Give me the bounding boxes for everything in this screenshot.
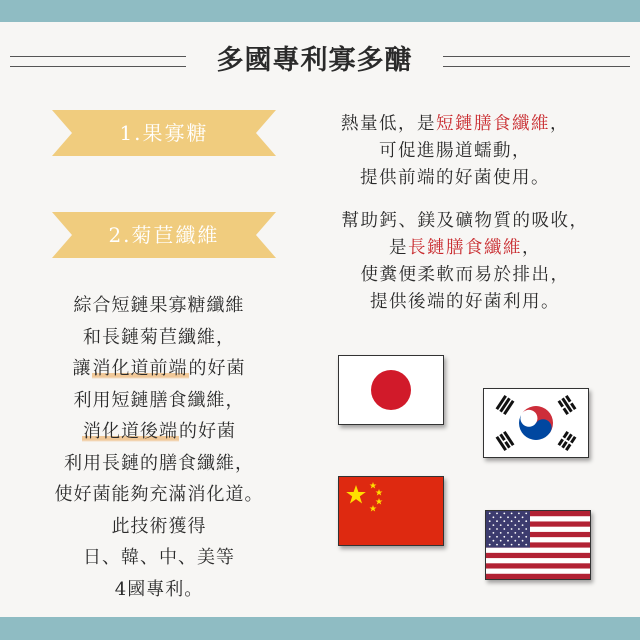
summary-line (34, 511, 284, 543)
highlighted-text: 消化道前端 (92, 358, 188, 379)
text-segment: 利用短鏈膳食纖維， (73, 389, 245, 411)
text-segment: 4國專利。 (114, 578, 204, 600)
china-flag-icon (338, 476, 444, 546)
text-segment: 利用長鏈的膳食纖維， (64, 452, 254, 474)
page-title: 多國專利寡多醣 (216, 45, 413, 76)
text-segment: ， (550, 114, 569, 134)
top-band (0, 0, 640, 22)
ribbon-label: 1.果寡糖 (119, 121, 209, 145)
text-segment: 提供後端的好菌利用。 (370, 292, 560, 312)
text-segment: 和長鏈菊苣纖維， (83, 326, 235, 348)
text-segment: 幫助鈣、鎂及礦物質的吸收， (341, 211, 589, 231)
text-segment: 綜合短鏈果寡糖纖維 (73, 295, 245, 316)
summary-paragraph (34, 290, 284, 605)
ribbon-label: 2.菊苣纖維 (108, 223, 220, 247)
description-line (300, 111, 610, 138)
text-segment: ， (522, 238, 541, 258)
text-segment: 讓 (72, 358, 92, 379)
ribbon-banner-1 (52, 110, 276, 156)
description-line (300, 208, 630, 235)
description-line (300, 138, 610, 165)
description-line (300, 165, 610, 192)
emphasis-text: 短鏈膳食纖維 (436, 114, 550, 134)
text-segment: 此技術獲得 (111, 515, 207, 537)
text-segment: 提供前端的好菌使用。 (360, 168, 550, 188)
text-segment: 使好菌能夠充滿消化道。 (54, 484, 264, 505)
japan-flag-icon (338, 355, 444, 425)
highlighted-text: 消化道後端 (83, 421, 178, 442)
summary-line (34, 416, 284, 448)
text-segment: 的好菌 (188, 358, 246, 379)
usa-flag-icon (485, 510, 591, 580)
text-segment: 可促進腸道蠕動， (379, 141, 531, 161)
summary-line (34, 290, 284, 322)
korea-flag-icon (483, 388, 589, 458)
title-rule-right (443, 56, 630, 67)
text-segment: 是 (389, 238, 408, 258)
bottom-band (0, 617, 640, 640)
description-line (300, 289, 630, 316)
title-row (0, 38, 640, 86)
text-segment: 熱量低，是 (341, 114, 436, 134)
description-line (300, 262, 630, 289)
summary-line (34, 385, 284, 417)
ribbon-banner-2 (52, 212, 276, 258)
description-line (300, 235, 630, 262)
section-1-description (300, 111, 610, 192)
text-segment: 使糞便柔軟而易於排出， (360, 265, 570, 285)
summary-line (34, 542, 284, 574)
summary-line (34, 574, 284, 606)
title-rule-left (10, 56, 186, 67)
summary-line (34, 479, 284, 511)
text-segment: 的好菌 (179, 421, 236, 442)
summary-line (34, 448, 284, 480)
summary-line (34, 322, 284, 354)
section-2-description (300, 208, 630, 316)
text-segment: 日、韓、中、美等 (83, 547, 235, 568)
summary-line (34, 353, 284, 385)
emphasis-text: 長鏈膳食纖維 (408, 238, 522, 258)
